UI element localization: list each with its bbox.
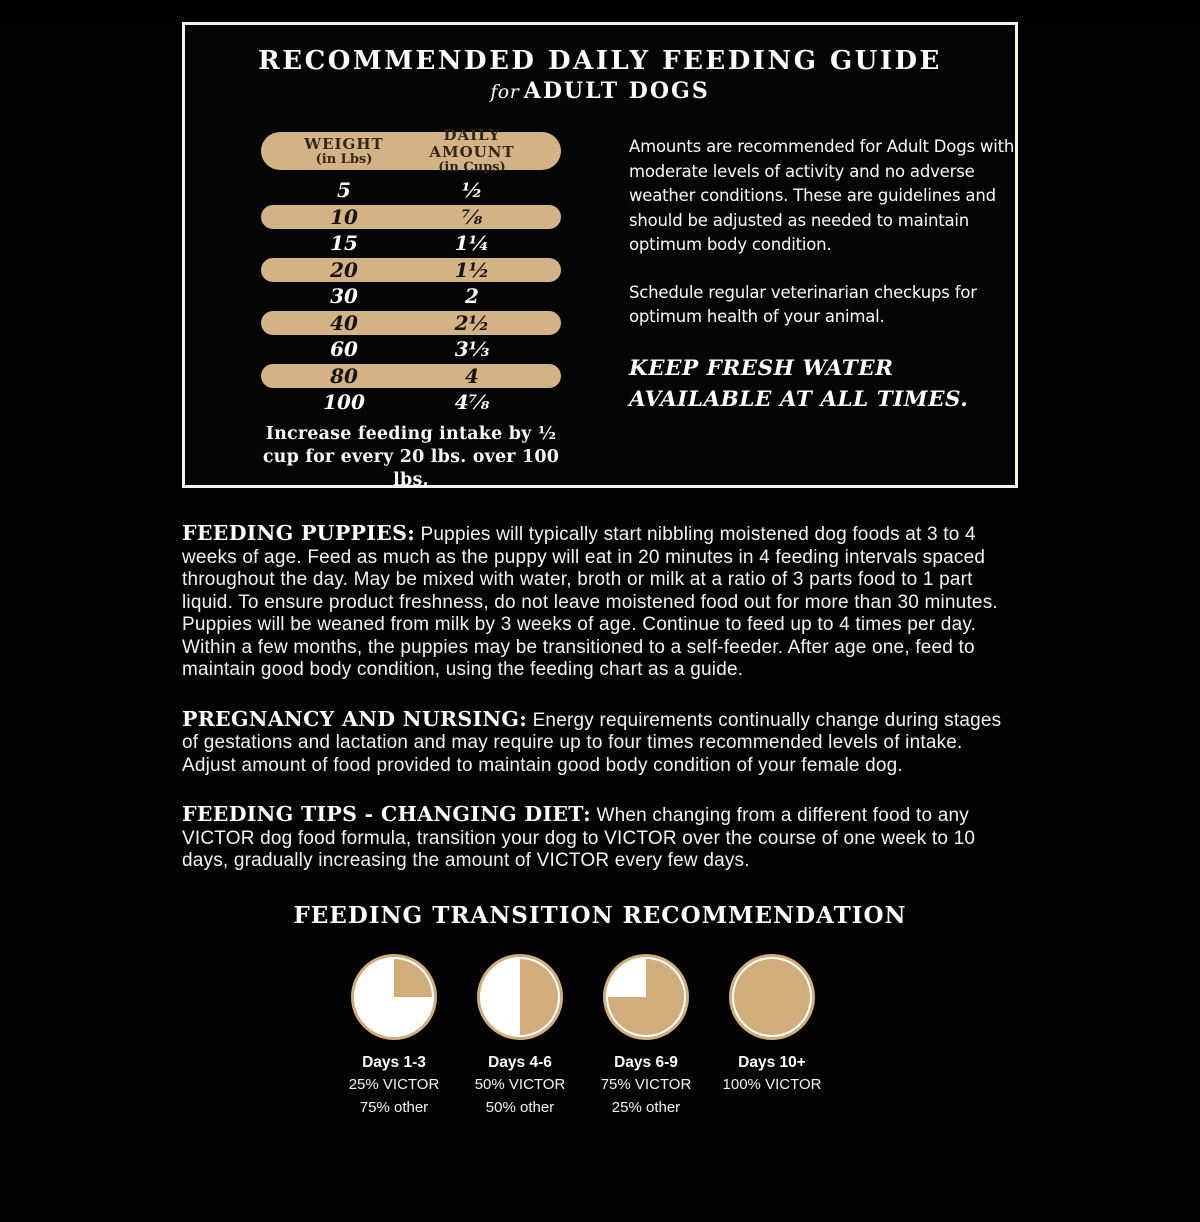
step-days-label: Days 4-6 xyxy=(488,1053,552,1071)
fresh-water-note: KEEP FRESH WATER AVAILABLE AT ALL TIMES. xyxy=(629,355,969,412)
table-note: Increase feeding intake by ½ cup for every 20 lbs. over 100 lbs. xyxy=(262,424,560,490)
pie-ring xyxy=(477,954,563,1040)
step-days-label: Days 1-3 xyxy=(362,1053,426,1071)
step-days-label: Days 6-9 xyxy=(614,1053,678,1071)
amount-value: 3⅓ xyxy=(454,337,490,361)
pie-chart-75-percent xyxy=(608,959,684,1035)
section-heading: PREGNANCY AND NURSING: xyxy=(182,706,528,731)
guide-right-column xyxy=(629,132,1017,492)
table-row xyxy=(261,364,561,388)
transition-step-days-6-9 xyxy=(596,954,696,1119)
weight-value: 10 xyxy=(330,204,358,229)
step-victor-label: 50% VICTOR xyxy=(474,1075,566,1093)
amount-value: ⅞ xyxy=(461,204,483,229)
transition-step-days-1-3 xyxy=(344,954,444,1119)
amount-value: 2½ xyxy=(454,310,490,335)
section-heading: FEEDING PUPPIES: xyxy=(182,521,416,545)
table-row xyxy=(261,258,561,282)
transition-heading: FEEDING TRANSITION RECOMMENDATION xyxy=(293,901,907,929)
table-row xyxy=(261,284,561,308)
table-row xyxy=(261,337,561,361)
guide-paragraph-amounts: Amounts are recommended for Adult Dogs with moderate levels of activity and no adverse weather conditions. These are guidelines and should be adjusted as needed to maintain optimum body condition. xyxy=(629,137,1015,254)
page-content xyxy=(182,22,1018,1119)
weight-column-header: WEIGHT (in Lbs) xyxy=(304,134,384,167)
section-body: Puppies will typically start nibbling moistened dog foods at 3 to 4 weeks of age. Feed as much as the puppy will eat in 20 minutes in 4 feeding intervals spaced throughout the day. May be mixed with water, broth or milk at a ratio of 3 parts food to 1 part liquid. To ensure product freshness, do not leave moistened food out for more than 30 minutes. Puppies will be weaned from milk by 3 weeks of age. Continue to feed up to 4 times per day. Within a few months, the puppies may be transitioned to a self-feeder. After age one, feed to maintain good body condition, using the feeding chart as a guide. xyxy=(182,524,998,680)
amount-value: 4⅞ xyxy=(454,390,490,414)
section-feeding-tips xyxy=(182,803,1018,873)
section-pregnancy-nursing xyxy=(182,708,1018,778)
guide-content xyxy=(185,126,1015,492)
pie-ring xyxy=(729,954,815,1040)
step-victor-label: 100% VICTOR xyxy=(722,1075,822,1093)
step-victor-label: 75% VICTOR xyxy=(600,1075,692,1093)
weight-value: 15 xyxy=(330,231,358,255)
amount-value: 1½ xyxy=(454,257,490,282)
table-row xyxy=(261,390,561,414)
feeding-table-header xyxy=(261,126,561,175)
weight-value: 100 xyxy=(323,390,365,414)
daily-amount-column-header: DAILY AMOUNT (in Cups) xyxy=(429,126,515,175)
pie-ring xyxy=(603,954,689,1040)
info-sections xyxy=(182,522,1018,873)
table-row xyxy=(261,205,561,229)
table-row xyxy=(261,311,561,335)
guide-paragraph-veterinarian: Schedule regular veterinarian checkups for optimum health of your animal. xyxy=(629,282,977,326)
step-other-label: 75% other xyxy=(359,1098,429,1116)
weight-value: 80 xyxy=(330,363,358,388)
weight-value: 5 xyxy=(337,178,351,202)
weight-value: 40 xyxy=(330,310,358,335)
transition-step-days-4-6 xyxy=(470,954,570,1119)
section-feeding-puppies xyxy=(182,522,1018,682)
pie-chart-100-percent xyxy=(734,959,810,1035)
amount-value: ½ xyxy=(461,178,483,202)
transition-section xyxy=(182,901,1018,1119)
weight-value: 30 xyxy=(330,284,358,308)
transition-step-days-10-plus xyxy=(722,954,822,1119)
amount-value: 4 xyxy=(465,363,479,388)
guide-title: RECOMMENDED DAILY FEEDING GUIDE xyxy=(258,46,942,76)
step-other-label: 50% other xyxy=(485,1098,555,1116)
step-days-label: Days 10+ xyxy=(738,1053,806,1071)
transition-pies xyxy=(165,954,1001,1119)
feeding-table xyxy=(251,126,571,492)
section-body: When changing from a different food to any VICTOR dog food formula, transition your dog to VICTOR over the course of one week to 10 days, gradually increasing the amount of VICTOR every few days. xyxy=(182,805,976,871)
weight-value: 20 xyxy=(330,257,358,282)
feeding-guide-page xyxy=(0,22,1200,1222)
step-other-label: 25% other xyxy=(611,1098,681,1116)
guide-subtitle xyxy=(185,78,1015,107)
table-row xyxy=(261,231,561,255)
amount-value: 2 xyxy=(465,284,479,308)
feeding-guide-box xyxy=(182,22,1018,488)
step-victor-label: 25% VICTOR xyxy=(348,1075,440,1093)
guide-subtitle-main: ADULT DOGS xyxy=(523,78,710,104)
table-row xyxy=(261,178,561,202)
pie-chart-25-percent xyxy=(356,959,432,1035)
pie-chart-50-percent xyxy=(482,959,558,1035)
guide-subtitle-for: for xyxy=(490,81,520,103)
section-heading: FEEDING TIPS - CHANGING DIET: xyxy=(182,802,591,826)
amount-value: 1¼ xyxy=(454,231,490,255)
feeding-table-rows xyxy=(261,178,561,414)
section-body: Energy requirements continually change during stages of gestations and lactation and may require up to four times recommended levels of intake. Adjust amount of food provided to maintain good body condition of your female dog. xyxy=(182,709,1002,776)
weight-value: 60 xyxy=(330,337,358,361)
pie-ring xyxy=(351,954,437,1040)
